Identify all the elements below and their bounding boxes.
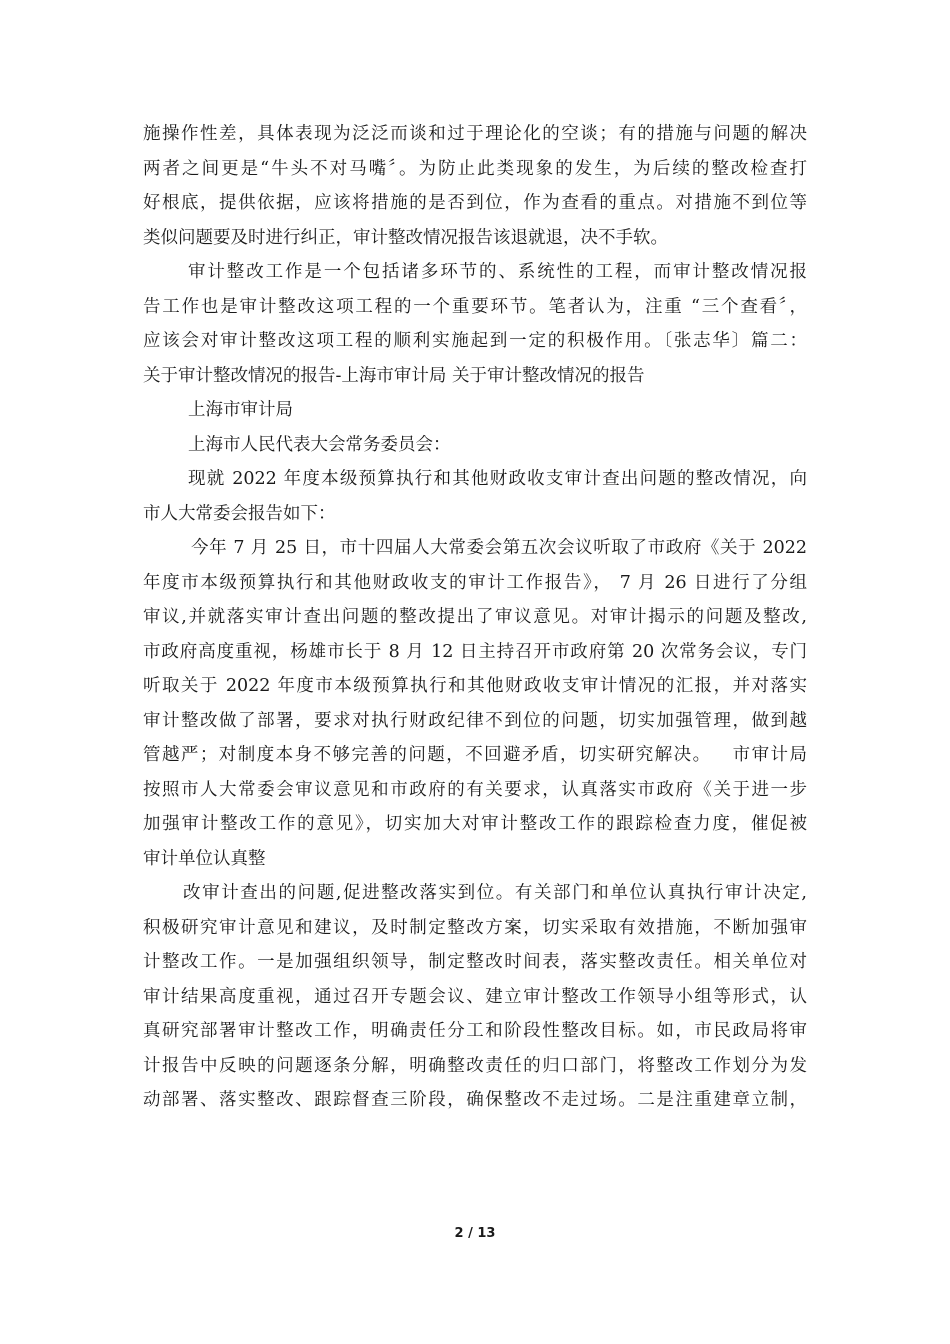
- text-line: 审计结果高度重视，通过召开专题会议、建立审计整改工作领导小组等形式，认: [143, 986, 807, 1007]
- text-line: 审议,并就落实审计查出问题的整改提出了审议意见。对审计揭示的问题及整改,: [143, 607, 807, 627]
- text-line: 真研究部署审计整改工作，明确责任分工和阶段性整改目标。如，市民政局将审: [143, 1021, 807, 1041]
- text-line: 告工作也是审计整改这项工程的一个重要环节。笔者认为，注重 “三个查看〞，: [143, 296, 807, 317]
- text-line: 上海市人民代表大会常务委员会：: [188, 434, 451, 455]
- text-line: 应该会对审计整改这项工程的顺利实施起到一定的积极作用。〔张志华〕篇二：: [143, 331, 807, 351]
- text-line: 好根底，提供依据，应该将措施的是否到位，作为查看的重点。对措施不到位等: [143, 193, 807, 213]
- text-line: 年度市本级预算执行和其他财政收支的审计工作报告》， 7 月 26 日进行了分组: [143, 572, 807, 593]
- text-line: 积极研究审计意见和建议，及时制定整改方案，切实采取有效措施，不断加强审: [143, 917, 807, 938]
- text-line: 两者之间更是“牛头不对马嘴〞。为防止此类现象的发生，为后续的整改检查打: [143, 158, 807, 179]
- text-line: 计报告中反映的问题逐条分解，明确整改责任的归口部门，将整改工作划分为发: [143, 1055, 807, 1076]
- text-line: 今年 7 月 25 日，市十四届人大常委会第五次会议听取了市政府《关于 2022: [191, 538, 807, 558]
- text-line: 现就 2022 年度本级预算执行和其他财政收支审计查出问题的整改情况，向: [188, 469, 807, 489]
- document-body: [143, 117, 807, 1118]
- text-line: 管越严；对制度本身不够完善的问题，不回避矛盾，切实研究解决。 市审计局: [143, 745, 807, 765]
- text-line: 听取关于 2022 年度市本级预算执行和其他财政收支审计情况的汇报，并对落实: [143, 676, 807, 696]
- text-line: 审计整改工作是一个包括诸多环节的、系统性的工程，而审计整改情况报: [188, 262, 807, 282]
- text-line: 审计单位认真整: [143, 848, 266, 869]
- text-line: 审计整改做了部署，要求对执行财政纪律不到位的问题，切实加强管理，做到越: [143, 710, 807, 731]
- text-line: 市政府高度重视，杨雄市长于 8 月 12 日主持召开市政府第 20 次常务会议，专门: [143, 641, 807, 662]
- text-line: 类似问题要及时进行纠正，审计整改情况报告该退就退，决不手软。: [143, 227, 668, 248]
- text-line: 加强审计整改工作的意见》，切实加大对审计整改工作的跟踪检查力度，催促被: [143, 814, 807, 834]
- text-line: 改审计查出的问题,促进整改落实到位。有关部门和单位认真执行审计决定,: [183, 883, 807, 903]
- text-line: 计整改工作。一是加强组织领导，制定整改时间表，落实整改责任。相关单位对: [143, 952, 807, 972]
- text-line: 关于审计整改情况的报告-上海市审计局 关于审计整改情况的报告: [143, 365, 645, 386]
- text-line: 市人大常委会报告如下：: [143, 503, 336, 524]
- text-line: 上海市审计局: [188, 400, 293, 420]
- page-indicator: 2 / 13: [454, 1226, 496, 1241]
- text-line: 施操作性差，具体表现为泛泛而谈和过于理论化的空谈；有的措施与问题的解决: [143, 124, 807, 144]
- text-line: 按照市人大常委会审议意见和市政府的有关要求，认真落实市政府《关于进一步: [143, 779, 807, 800]
- text-line: 动部署、落实整改、跟踪督查三阶段，确保整改不走过场。二是注重建章立制，: [143, 1090, 807, 1110]
